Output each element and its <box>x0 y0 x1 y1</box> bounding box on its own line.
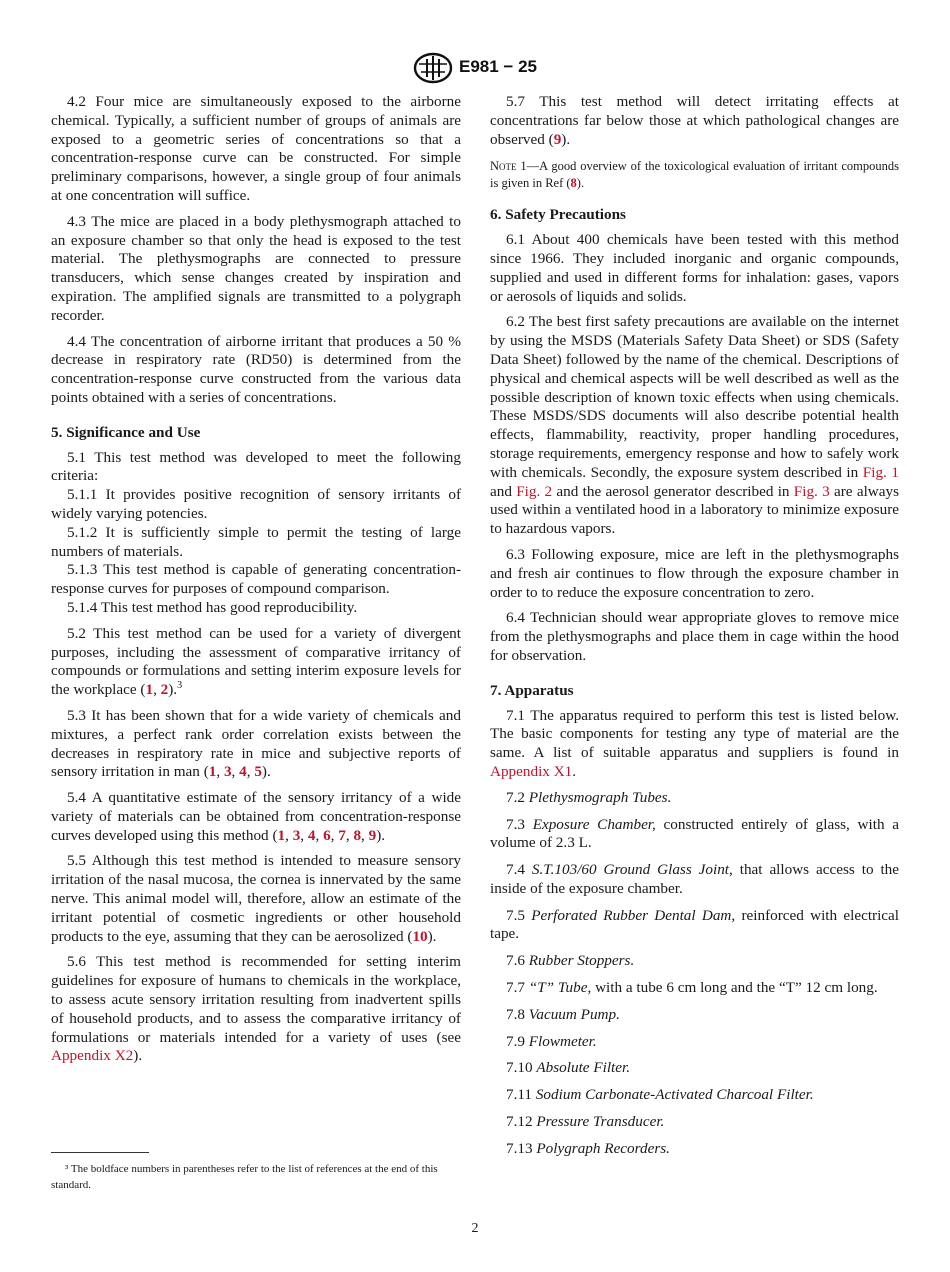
reference-link[interactable]: 4 <box>307 826 316 844</box>
text: 5.6 This test method is recommended for setting interim guidelines for exposure of humans to chemicals in the workplace, to assess acute sensory irritation resulting from inadvertent spills of household products, and to assess the comparative irritancy of formulations or materials intended for a variety of uses (see <box>51 953 461 1046</box>
paragraph-5-2: 5.2 This test method can be used for a variety of divergent purposes, including the assessment of comparative irritancy of compounds or formulations and setting interim exposure levels for the workplace (1, 2).$^3$ <box>51 624 461 699</box>
item-title: Pressure Transducer. <box>536 1113 665 1131</box>
item-title: Plethysmograph Tubes. <box>528 788 672 806</box>
apparatus-item <box>490 1059 899 1078</box>
apparatus-item <box>490 979 899 998</box>
paragraph-7-1 <box>490 707 899 782</box>
fig-2-link[interactable]: Fig. 2 <box>516 482 553 500</box>
apparatus-item <box>490 952 899 971</box>
item-number: 7.11 <box>506 1086 533 1104</box>
paragraph-5-3: 5.3 It has been shown that for a wide variety of chemicals and mixtures, a perfect rank order correlation exists between the decreases in respiratory rate in mice and subjective reports of sensory irritation in man (1, 3, 4, 5). <box>51 706 461 781</box>
footnote-marker[interactable]: 3 <box>177 680 183 692</box>
item-title: Polygraph Recorders. <box>536 1139 670 1157</box>
item-number: 7.10 <box>506 1059 533 1077</box>
reference-link[interactable]: 8 <box>570 176 577 191</box>
reference-link[interactable]: 7 <box>338 826 346 844</box>
section-5-heading: 5. Significance and Use <box>51 423 201 441</box>
paragraph-4-4: 4.4 The concentration of airborne irritant that produces a 50 % decrease in respiratory rate (RD50) is determined from the concentration-response curve constructed from the various data points obtained with a series of concentrations. <box>51 332 461 406</box>
text: 1—A good overview of the toxicological evaluation of irritant compounds is given in Ref ( <box>490 159 899 191</box>
text: ). <box>261 763 271 781</box>
text: ). <box>576 176 585 191</box>
apparatus-item <box>490 907 899 945</box>
reference-link[interactable]: 8 <box>353 826 362 844</box>
paragraph-6-2 <box>490 313 899 539</box>
paragraph-5-1-4: 5.1.4 This test method has good reproducibility. <box>67 598 358 616</box>
apparatus-item <box>490 816 899 854</box>
item-number: 7.13 <box>506 1139 533 1157</box>
item-number: 7.8 <box>506 1005 525 1023</box>
text: 7.1 The apparatus required to perform this test is listed below. The basic components for testing any type of material are the same. A list of suitable apparatus and suppliers is found in <box>490 706 899 762</box>
apparatus-item <box>490 861 899 899</box>
item-number: 7.9 <box>506 1032 525 1050</box>
document-id: E981 − 25 <box>459 57 537 76</box>
section-6-heading: 6. Safety Precautions <box>490 206 626 224</box>
paragraph-5-1-2: 5.1.2 It is sufficiently simple to permit the testing of large numbers of materials. <box>51 523 461 560</box>
text: 5.7 This test method will detect irritating effects at concentrations far below those at which pathological changes are observed ( <box>490 93 899 148</box>
paragraph-5-5 <box>51 852 461 946</box>
item-number: 7.3 <box>506 815 525 833</box>
apparatus-item <box>490 1033 899 1052</box>
apparatus-item <box>490 789 899 808</box>
paragraph-5-1: 5.1 This test method was developed to meet the following criteria: <box>51 448 461 485</box>
paragraph-5-1-3: 5.1.3 This test method is capable of generating concentration-response curves for purposes of compound comparison. <box>51 561 461 598</box>
text: are always used within a ventilated hood in a laboratory to minimize exposure to hazardous vapors. <box>490 482 900 538</box>
item-title: Rubber Stoppers. <box>528 952 635 970</box>
reference-link[interactable]: 3 <box>223 763 232 781</box>
apparatus-item <box>490 1113 899 1132</box>
apparatus-list <box>490 789 899 1159</box>
page-number: 2 <box>471 1221 479 1236</box>
text: . <box>572 762 577 780</box>
appendix-x2-link[interactable]: Appendix X2 <box>51 1047 134 1065</box>
fig-1-link[interactable]: Fig. 1 <box>862 463 899 481</box>
paragraph-6-3: 6.3 Following exposure, mice are left in the plethysmographs and fresh air continues to flow through the exposure chamber in order to to reduce the exposure concentration to zero. <box>490 545 899 601</box>
item-description: that allows access to the inside of the exposure chamber. <box>490 861 900 897</box>
paragraph-4-3: 4.3 The mice are placed in a body plethysmograph attached to an exposure chamber so that only the head is exposed to the test material. The plethysmographs are connected to pressure transducers, which sense changes created by inspiration and expiration. The amplified signals are transmitted to a polygraph recorder. <box>51 212 461 324</box>
section-7-heading: 7. Apparatus <box>490 681 574 699</box>
paragraph-5-4: 5.4 A quantitative estimate of the sensory irritancy of a wide variety of materials can be obtained from concentration-response curves developed using this method (1, 3, 4, 6, 7, 8, 9). <box>51 789 461 844</box>
text: and the aerosol generator described in <box>552 482 794 500</box>
text: 6.2 The best first safety precautions are available on the internet by using the MSDS (Materials Safety Data Sheet) or SDS (Safety Data Sheet) followed by the name of the chemical. Descriptions of physical and chemical aspects will be well described as well as the possible description of known toxic effects when using chemicals. These MSDS/SDS documents will also describe potential health effects, flammability, reactivity, proper handling procedures, storage requirements, emergency response and how to safely work with chemicals. Secondly, the exposure system described in <box>490 313 899 481</box>
item-title: “T” Tube <box>528 979 588 997</box>
reference-link[interactable]: 3 <box>292 826 301 844</box>
footnote-3: ³ The boldface numbers in parentheses refer to the list of references at the end of this standard. <box>51 1163 438 1191</box>
paragraph-5-6 <box>51 953 461 1066</box>
item-description: reinforced with electrical tape. <box>490 906 900 943</box>
paragraph-6-4: 6.4 Technician should wear appropriate gloves to remove mice from the plethysmographs and place them in cage within the hood for observation. <box>490 609 899 664</box>
footnote-divider <box>51 1152 149 1153</box>
reference-link[interactable]: 9 <box>553 130 562 148</box>
reference-link[interactable]: 6 <box>323 826 331 844</box>
text: ). <box>168 681 178 699</box>
left-column <box>51 93 461 1073</box>
item-number: 7.7 <box>506 979 525 997</box>
astm-logo-icon <box>413 52 453 84</box>
page-header <box>0 52 950 86</box>
item-number: 7.12 <box>506 1113 533 1131</box>
item-description: constructed entirely of glass, with a volume of 2.3 L. <box>490 815 899 852</box>
paragraph-5-7 <box>490 93 899 149</box>
text: and <box>490 482 517 500</box>
text: 5.3 It has been shown that for a wide variety of chemicals and mixtures, a perfect rank order correlation exists between the decreases in respiratory rate in mice and subjective reports of sensory irritation in man ( <box>51 706 461 781</box>
paragraph-5-1-1: 5.1.1 It provides positive recognition of sensory irritants of widely varying potencies. <box>51 486 461 522</box>
apparatus-item <box>490 1140 899 1159</box>
reference-link[interactable]: 4 <box>239 763 247 781</box>
right-column <box>490 93 899 1167</box>
item-title: S.T.103/60 Ground Glass Joint, <box>531 861 733 879</box>
reference-link[interactable]: 2 <box>160 681 169 699</box>
reference-link[interactable]: 9 <box>368 826 377 844</box>
item-number: 7.6 <box>506 952 525 970</box>
text: 5.4 A quantitative estimate of the sensory irritancy of a wide variety of materials can be obtained from concentration-response curves developed using this method ( <box>51 789 461 844</box>
text: ). <box>133 1047 143 1065</box>
reference-link[interactable]: 5 <box>254 763 262 781</box>
text: ). <box>376 826 386 844</box>
fig-3-link[interactable]: Fig. 3 <box>793 482 830 500</box>
note-label: Note <box>490 159 517 174</box>
item-title: Exposure Chamber, <box>532 815 656 833</box>
item-title: Flowmeter. <box>528 1032 597 1050</box>
item-number: 7.2 <box>506 788 525 806</box>
text: ). <box>427 927 437 945</box>
paragraph-4-2: 4.2 Four mice are simultaneously exposed to the airborne chemical. Typically, a sufficient number of groups of animals are exposed to a geometric series of concentrations so that a concentration-response curve can be constructed. For simple preliminary comparisons, however, a single group of four animals at one concentration will suffice. <box>51 93 461 204</box>
reference-link[interactable]: 1 <box>208 763 217 781</box>
item-title: Absolute Filter. <box>536 1059 631 1077</box>
item-number: 7.4 <box>506 861 525 879</box>
paragraph-6-1: 6.1 About 400 chemicals have been tested with this method since 1966. They included inorganic and organic compounds, supplied and used in different forms for inhalation: gases, vapors or aerosols of liquids and solids. <box>490 231 899 305</box>
text: 5.5 Although this test method is intended to measure sensory irritation of the nasal mucosa, the cornea is innervated by the same nerve. This animal model will, therefore, allow an estimate of the irritant potential of cosmetic ingredients or other household products to the eye, assuming that they can be aerosolized ( <box>51 852 461 945</box>
reference-link[interactable]: 1 <box>145 681 154 699</box>
reference-link[interactable]: 10 <box>412 927 428 945</box>
note-1 <box>490 158 899 192</box>
item-description: , with a tube 6 cm long and the “T” 12 cm long. <box>587 979 878 997</box>
apparatus-item <box>490 1086 899 1105</box>
item-number: 7.5 <box>506 906 525 924</box>
text: ). <box>561 130 571 148</box>
text: 5.2 This test method can be used for a variety of divergent purposes, including the assessment of comparative irritancy of compounds or formulations and setting interim exposure levels for the workplace ( <box>51 624 461 699</box>
appendix-x1-link[interactable]: Appendix X1 <box>490 762 573 780</box>
item-title: Sodium Carbonate-Activated Charcoal Filter. <box>535 1086 814 1104</box>
item-title: Perforated Rubber Dental Dam, <box>531 906 736 924</box>
reference-link[interactable]: 1 <box>277 826 286 844</box>
apparatus-item <box>490 1006 899 1025</box>
item-title: Vacuum Pump. <box>528 1005 620 1023</box>
